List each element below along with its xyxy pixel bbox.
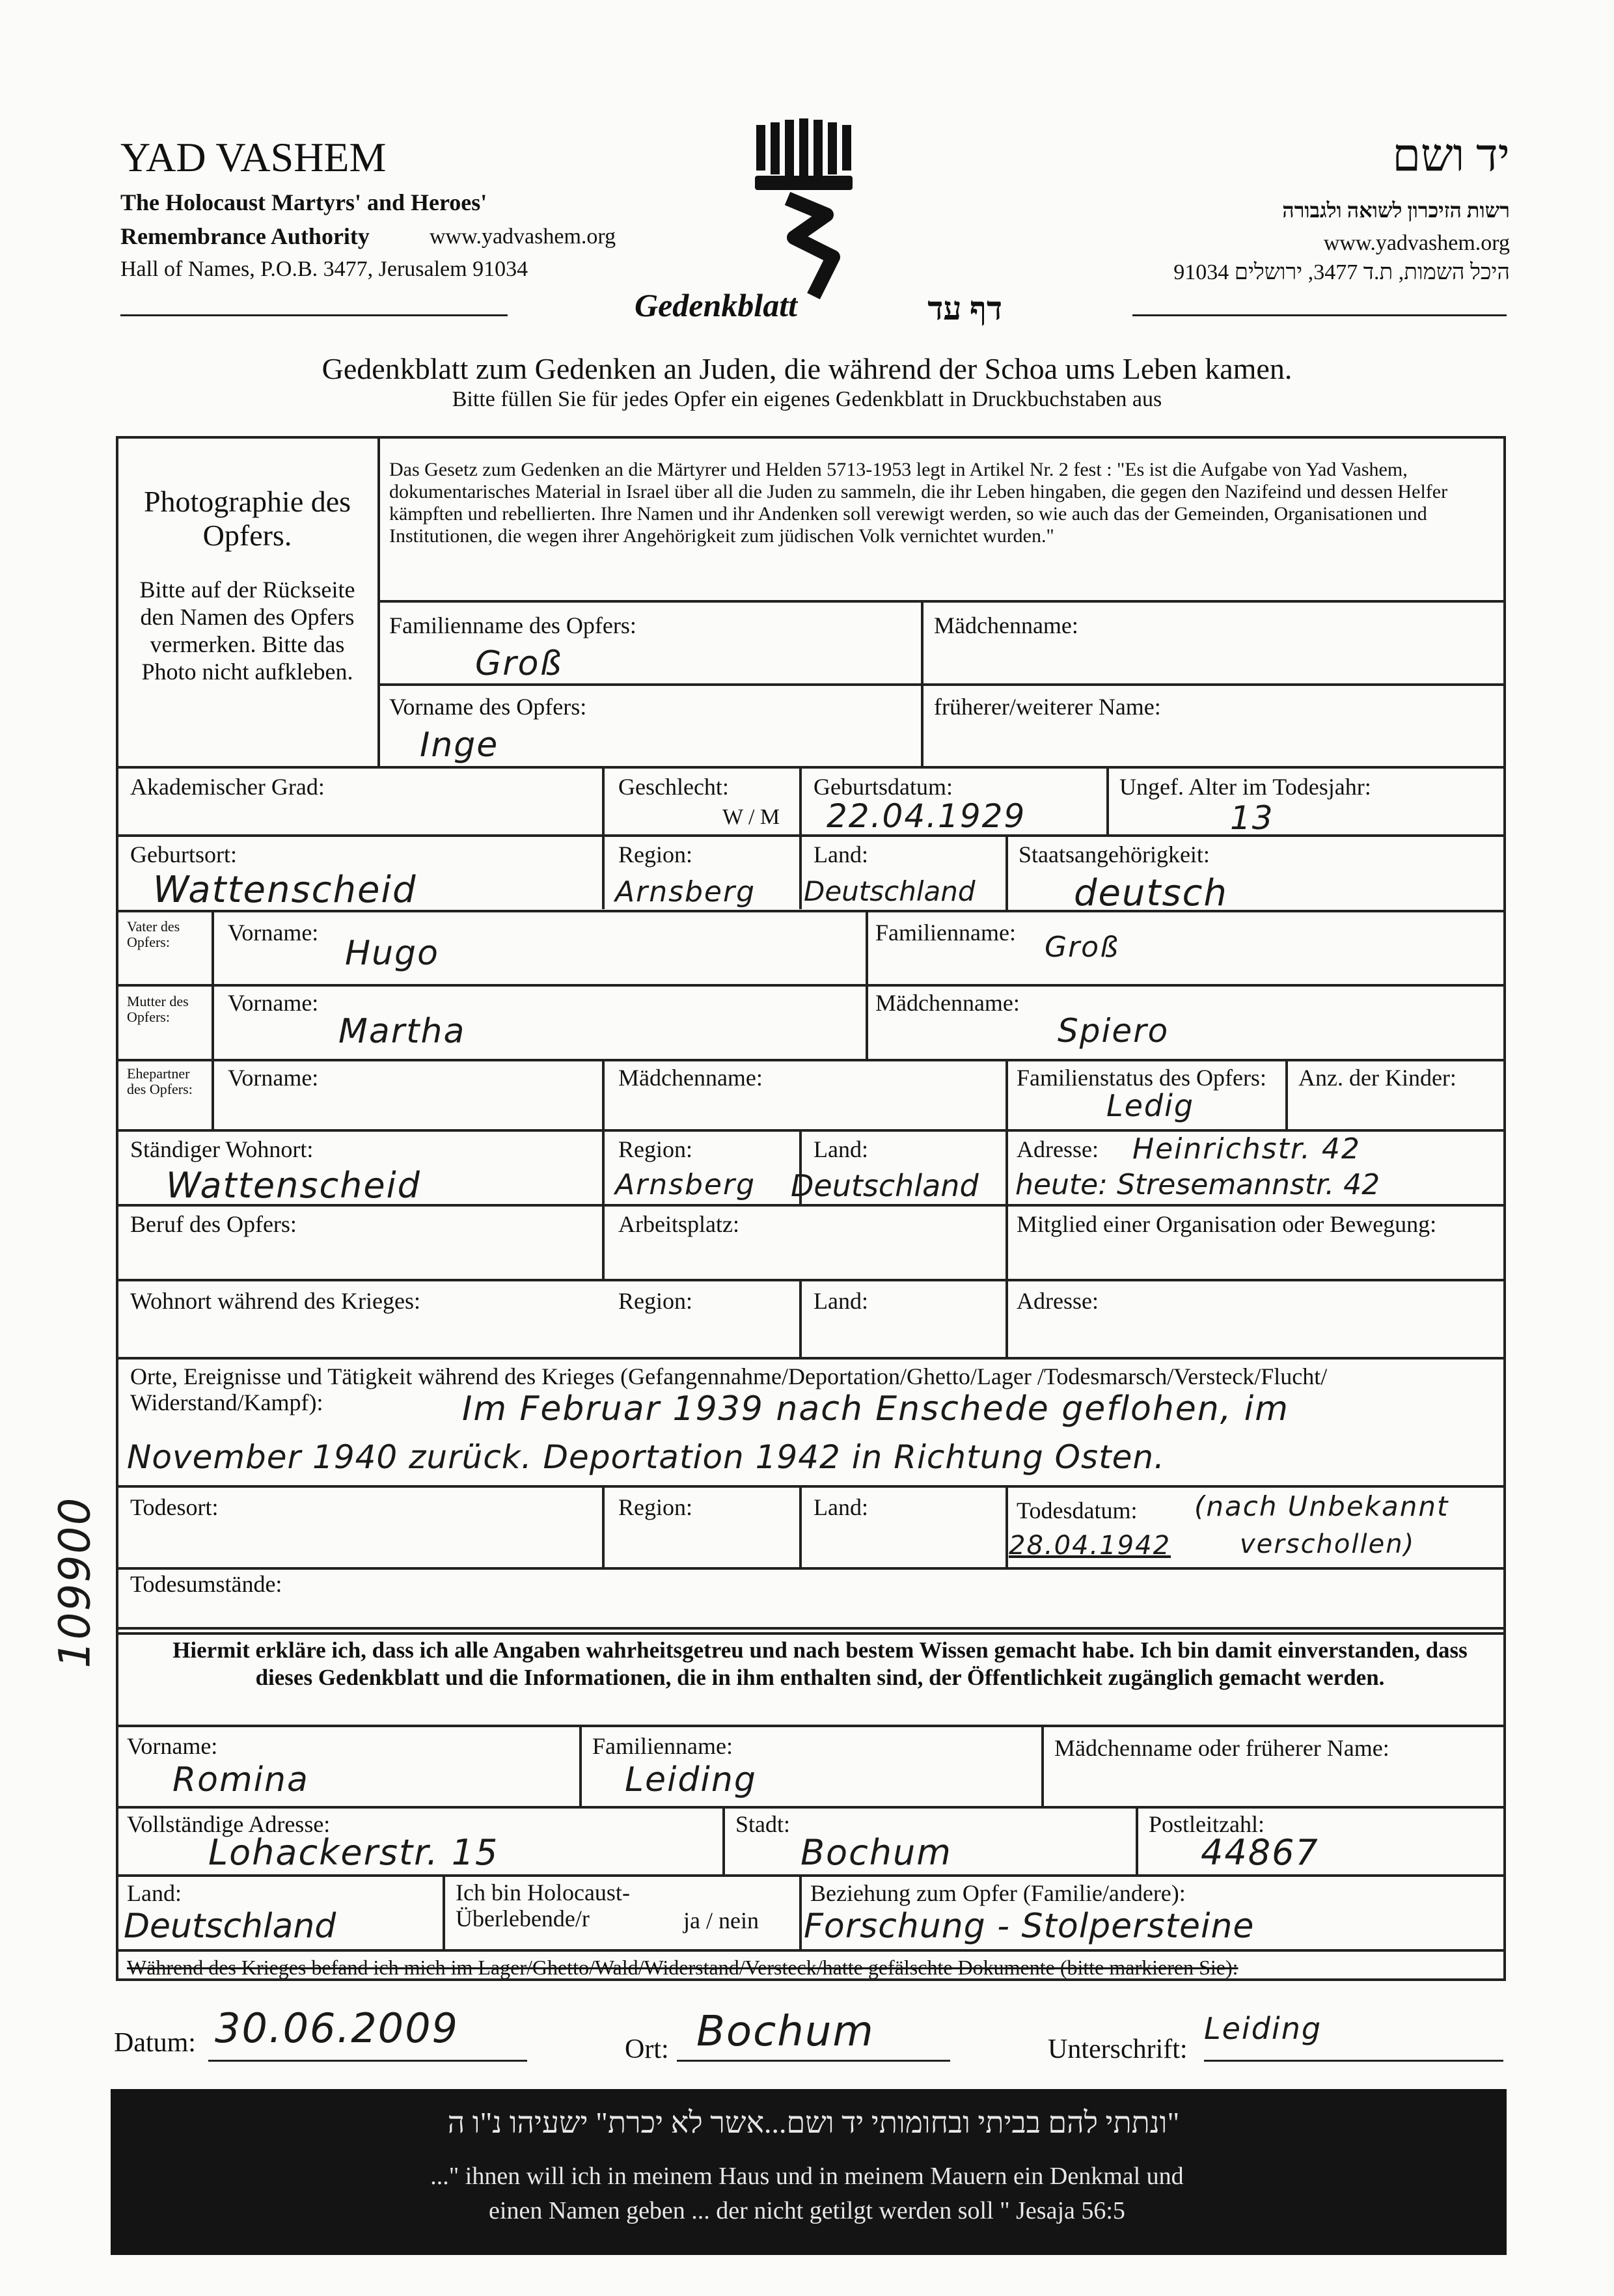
- father-family-value: Groß: [1045, 931, 1119, 964]
- war-events-label: Orte, Ereignisse und Tätigkeit während des Krieges (Gefangennahme/Deportation/Ghetto/Lager /Todesmarsch/Versteck/Flucht/ Widerstand/Kampf):: [130, 1363, 1328, 1415]
- photo-title: Photographie des Opfers.: [143, 485, 351, 552]
- form-subtitle: Gedenkblatt zum Gedenken an Juden, die während der Schoa ums Leben kamen.: [321, 352, 1293, 385]
- mother-maiden-value: Spiero: [1058, 1012, 1169, 1050]
- residence-value: Wattenscheid: [166, 1165, 421, 1206]
- birth-land-label: Land:: [814, 841, 868, 868]
- death-region-label: Region:: [618, 1494, 692, 1520]
- father-label: Vater des Opfers:: [127, 918, 180, 950]
- mother-first-value: Martha: [338, 1012, 466, 1051]
- survivor-label: Ich bin Holocaust-Überlebende/r: [456, 1879, 630, 1932]
- death-date-value: 28.04.1942: [1009, 1531, 1171, 1561]
- struck-line: Während des Krieges befand ich mich im Lager/Ghetto/Wald/Widerstand/Versteck/hatte gefälschte Dokumente (bitte markieren Sie):: [127, 1956, 1238, 1979]
- residence-label: Ständiger Wohnort:: [130, 1136, 314, 1162]
- footer-hebrew-quote: "ונתתי להם בביתי ובחומותי יד ושם...אשר לא יכרת" ישעיהו נ"ו ה: [447, 2106, 1180, 2139]
- birth-date-value: 22.04.1929: [827, 797, 1026, 835]
- photo-note: Bitte auf der Rückseite den Namen des Opfers vermerken. Bitte das Photo nicht aufkleben.: [139, 577, 355, 685]
- datum-value: 30.06.2009: [215, 2004, 459, 2052]
- maiden-name-label: Mädchenname:: [934, 612, 1078, 638]
- survivor-options[interactable]: ja / nein: [683, 1907, 759, 1934]
- mother-label: Mutter des Opfers:: [127, 993, 189, 1025]
- war-region-label: Region:: [618, 1288, 692, 1314]
- father-first-value: Hugo: [345, 934, 439, 973]
- family-name-label: Familienname des Opfers:: [389, 612, 636, 638]
- sub-city-label: Stadt:: [735, 1811, 791, 1837]
- death-place-label: Todesort:: [130, 1494, 219, 1520]
- war-events-line1: Im Februar 1939 nach Enschede geflohen, im: [462, 1389, 1289, 1428]
- death-date-note2: verschollen): [1240, 1529, 1416, 1559]
- datum-label: Datum:: [114, 2028, 196, 2058]
- father-family-label: Familienname:: [875, 920, 1016, 946]
- sub-maiden-label: Mädchenname oder früherer Name:: [1054, 1735, 1389, 1761]
- res-address-value-1: Heinrichstr. 42: [1132, 1132, 1361, 1166]
- death-circ-label: Todesumstände:: [130, 1571, 282, 1597]
- death-date-note: (nach Unbekannt: [1194, 1490, 1449, 1522]
- birth-place-value: Wattenscheid: [153, 869, 417, 911]
- org-website: www.yadvashem.org: [430, 225, 616, 249]
- sub-land-value: Deutschland: [124, 1907, 336, 1946]
- marital-label: Familienstatus des Opfers:: [1017, 1065, 1266, 1091]
- org-line1: The Holocaust Martyrs' and Heroes': [120, 189, 487, 215]
- ort-label: Ort:: [625, 2034, 669, 2064]
- birth-region-value: Arnsberg: [615, 875, 756, 909]
- member-label: Mitglied einer Organisation oder Bewegung:: [1017, 1211, 1437, 1237]
- nationality-value: deutsch: [1074, 872, 1228, 914]
- res-land-value: Deutschland: [791, 1168, 979, 1203]
- mother-maiden-label: Mädchenname:: [875, 990, 1020, 1016]
- heb-website: www.yadvashem.org: [1323, 231, 1510, 255]
- workplace-label: Arbeitsplatz:: [618, 1211, 739, 1237]
- declaration-text: Hiermit erkläre ich, dass ich alle Angaben wahrheitsgetreu und nach bestem Wissen gemacht habe. Ich bin damit einverstanden, dass dieses Gedenkblatt und die Informationen, die in ihm enthalten sind, der Öffentlichkeit zugänglich gemacht werden.: [172, 1637, 1468, 1690]
- family-name-value: Groß: [475, 644, 563, 683]
- age-value: 13: [1230, 799, 1274, 837]
- form-instruction: Bitte füllen Sie für jedes Opfer ein eigenes Gedenkblatt in Druckbuchstaben aus: [452, 387, 1162, 411]
- gender-label: Geschlecht:: [618, 774, 729, 800]
- war-address-label: Adresse:: [1017, 1288, 1099, 1314]
- birth-land-value: Deutschland: [804, 875, 976, 907]
- heb-org-name: יד ושם: [1392, 131, 1510, 181]
- spouse-vorname-label: Vorname:: [228, 1065, 319, 1091]
- res-address-label: Adresse:: [1017, 1136, 1099, 1162]
- heb-org-line: רשות הזיכרון לשואה ולגבורה: [1282, 198, 1510, 222]
- res-address-value-2: heute: Stresemannstr. 42: [1015, 1168, 1380, 1201]
- sub-address-label: Vollständige Adresse:: [127, 1811, 331, 1837]
- sub-familienname-value: Leiding: [625, 1760, 757, 1799]
- signature-value: Leiding: [1204, 2011, 1322, 2046]
- org-address: Hall of Names, P.O.B. 3477, Jerusalem 91034: [120, 257, 528, 281]
- footer-german-quote-2: einen Namen geben ... der nicht getilgt werden soll " Jesaja 56:5: [489, 2197, 1125, 2224]
- father-vorname-label: Vorname:: [228, 920, 319, 946]
- yad-vashem-logo: [748, 117, 859, 299]
- ort-value: Bochum: [696, 2008, 875, 2056]
- law-text: Das Gesetz zum Gedenken an die Märtyrer und Helden 5713-1953 legt in Artikel Nr. 2 fest : "Es ist die Aufgabe von Yad Vashem, dokumentarisches Material in Israel über all die Juden zu sammeln, die ihr Leben hingaben, die gegen den Nazifeind und dessen Helfer kämpften und rebellierten. Ihre Namen und ihr Andenken soll verewigt werden, so wie auch das der Gemeinden, Organisationen und Institutionen, die wegen ihrer Angehörigkeit zum jüdischen Volk vernichtet wurden.": [389, 459, 1448, 547]
- form-title-hebrew: דף עד: [927, 290, 1002, 327]
- res-land-label: Land:: [814, 1136, 868, 1162]
- sub-zip-label: Postleitzahl:: [1149, 1811, 1265, 1837]
- death-land-label: Land:: [814, 1494, 868, 1520]
- org-line2: Remembrance Authority: [120, 223, 370, 249]
- profession-label: Beruf des Opfers:: [130, 1211, 297, 1237]
- war-land-label: Land:: [814, 1288, 868, 1314]
- war-residence-label: Wohnort während des Krieges:: [130, 1288, 420, 1314]
- age-label: Ungef. Alter im Todesjahr:: [1119, 774, 1371, 800]
- children-label: Anz. der Kinder:: [1298, 1065, 1457, 1091]
- mother-vorname-label: Vorname:: [228, 990, 319, 1016]
- spouse-label: Ehepartner des Opfers:: [127, 1065, 193, 1097]
- academic-label: Akademischer Grad:: [130, 774, 325, 800]
- form-title: Gedenkblatt: [635, 287, 797, 323]
- sub-city-value: Bochum: [800, 1832, 952, 1873]
- margin-number: 109900: [49, 1496, 100, 1669]
- org-name: YAD VASHEM: [120, 134, 387, 180]
- gender-value: W / M: [722, 805, 780, 829]
- spouse-maiden-label: Mädchenname:: [618, 1065, 763, 1091]
- former-name-label: früherer/weiterer Name:: [934, 694, 1161, 720]
- relation-value: Forschung - Stolpersteine: [804, 1907, 1255, 1946]
- signature-label: Unterschrift:: [1048, 2034, 1188, 2064]
- sub-familienname-label: Familienname:: [592, 1733, 733, 1759]
- sub-land-label: Land:: [127, 1880, 182, 1906]
- res-region-value: Arnsberg: [615, 1168, 756, 1201]
- heb-address: היכל השמות, ת.ד 3477, ירושלים 91034: [1173, 260, 1510, 284]
- first-name-value: Inge: [420, 726, 499, 765]
- death-date-label: Todesdatum:: [1017, 1497, 1138, 1524]
- birth-region-label: Region:: [618, 841, 692, 868]
- sub-vorname-value: Romina: [172, 1760, 309, 1799]
- res-region-label: Region:: [618, 1136, 692, 1162]
- war-events-line2: November 1940 zurück. Deportation 1942 in Richtung Osten.: [127, 1438, 1166, 1476]
- sub-zip-value: 44867: [1201, 1832, 1319, 1873]
- nationality-label: Staatsangehörigkeit:: [1019, 841, 1210, 868]
- marital-value: Ledig: [1106, 1088, 1195, 1123]
- relation-label: Beziehung zum Opfer (Familie/andere):: [810, 1880, 1186, 1906]
- first-name-label: Vorname des Opfers:: [389, 694, 587, 720]
- birth-place-label: Geburtsort:: [130, 841, 237, 868]
- footer-german-quote-1: ..." ihnen will ich in meinem Haus und in meinem Mauern ein Denkmal und: [430, 2163, 1184, 2190]
- sub-address-value: Lohackerstr. 15: [208, 1832, 499, 1873]
- birth-date-label: Geburtsdatum:: [814, 774, 953, 800]
- sub-vorname-label: Vorname:: [127, 1733, 218, 1759]
